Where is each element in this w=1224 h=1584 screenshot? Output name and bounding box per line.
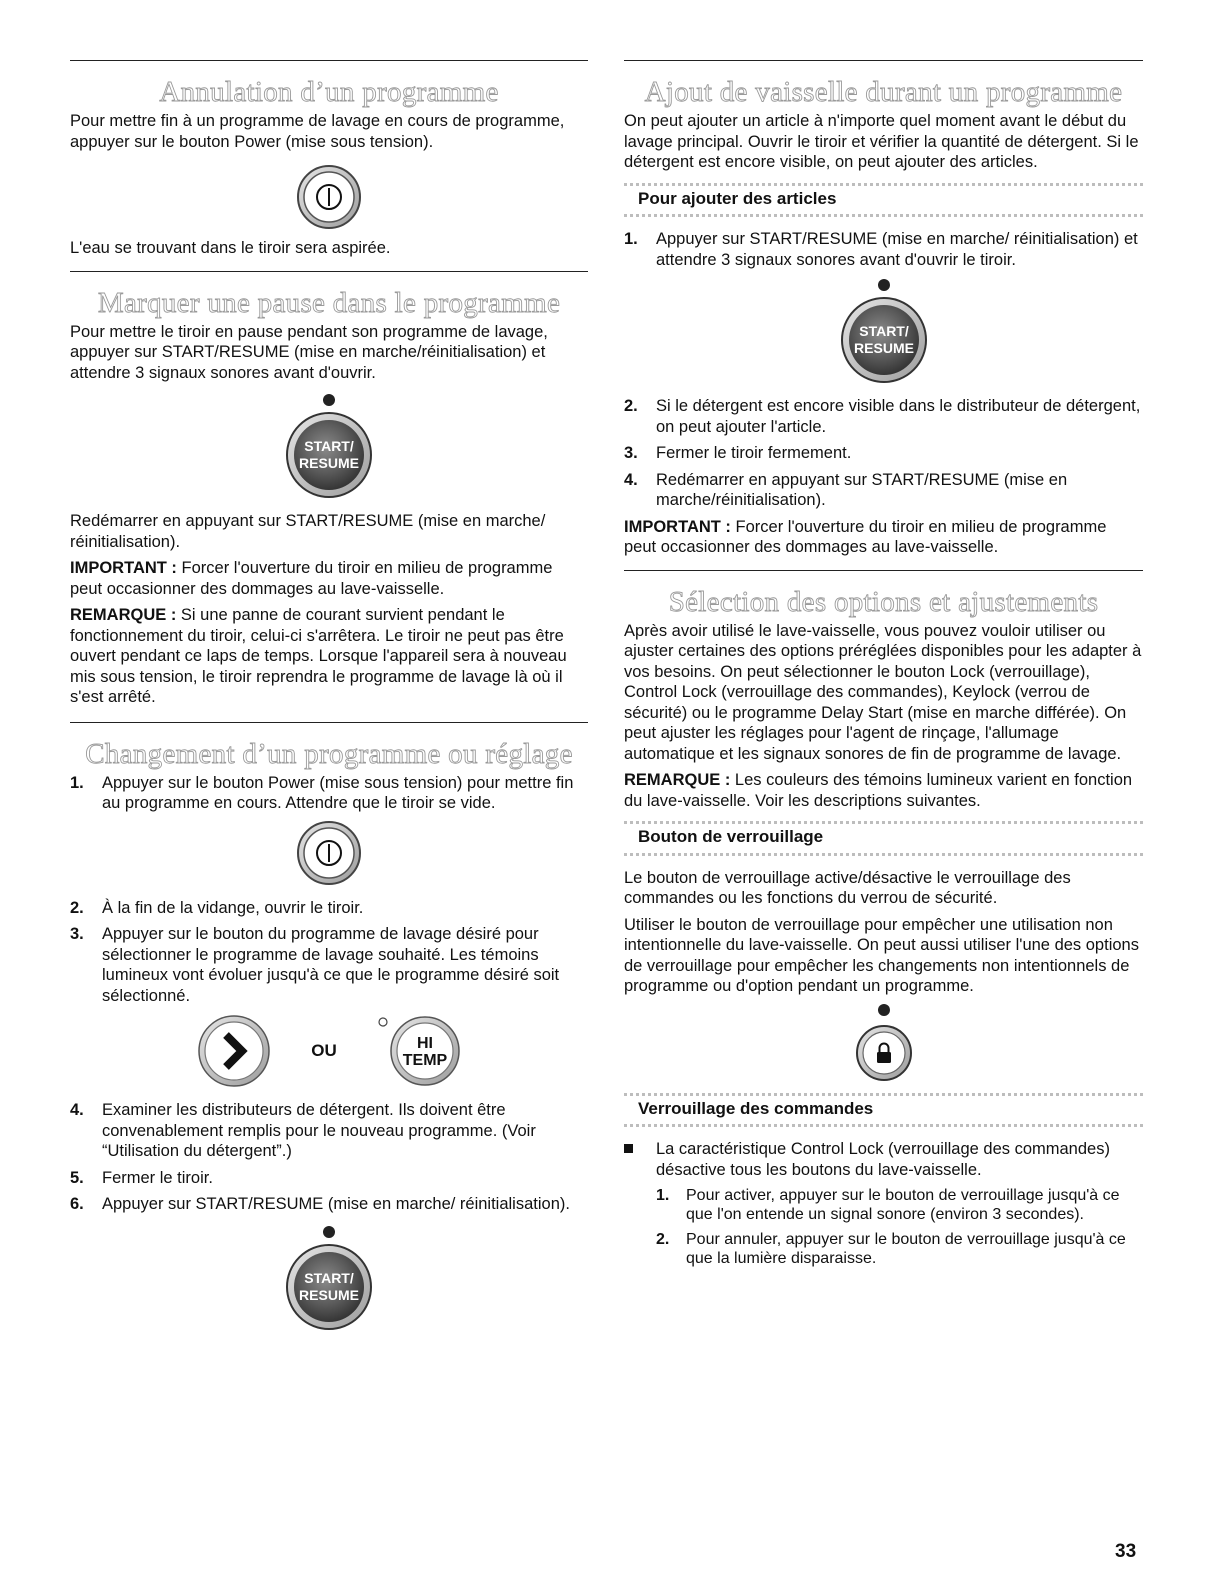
cycle-select-arrow-icon [197,1014,271,1088]
subsection-heading: Bouton de verrouillage [624,821,1143,856]
list-item: 1. Appuyer sur le bouton Power (mise sous tension) pour mettre fin au programme en cours. Attendre que le tiroir se vide. [70,773,574,812]
section-divider [70,722,588,723]
section-divider [624,570,1143,571]
list-item: 3. Appuyer sur le bouton du programme de lavage désiré pour sélectionner le programme de lavage souhaité. Les témoins lumineux vont évoluer jusqu'à ce que le programme désiré soit sélectionné. [70,925,560,1005]
list-item: 5. Fermer le tiroir. [70,1168,213,1187]
paragraph: Utiliser le bouton de verrouillage pour empêcher une utilisation non intentionnelle du lave-vaisselle. On peut aussi utiliser l'une des options de verrouillage pour empêcher les changements non intentionnels de programme ou d'option pendant un programme. [624,915,1139,995]
remarque-note: REMARQUE : Les couleurs des témoins lumineux varient en fonction du lave-vaisselle. Voir les descriptions suivantes. [624,771,1133,810]
svg-text:RESUME: RESUME [299,1286,359,1303]
svg-text:START/: START/ [304,438,354,454]
list-item: La caractéristique Control Lock (verrouillage des commandes) désactive tous les boutons du lave-vaisselle. [624,1139,1143,1180]
section-divider [70,60,588,61]
paragraph: Pour mettre le tiroir en pause pendant son programme de lavage, appuyer sur START/RESUME (mise en marche/réinitialisation) et attendre 3 signaux sonores avant d'ouvrir. [70,322,548,382]
paragraph: Redémarrer en appuyant sur START/RESUME (mise en marche/ réinitialisation). [70,512,546,551]
list-item: 2. Pour annuler, appuyer sur le bouton de verrouillage jusqu'à ce que la lumière disparaisse. [656,1231,1126,1267]
start-resume-button-icon [839,276,929,384]
list-item: 6. Appuyer sur START/RESUME (mise en marche/ réinitialisation). [70,1195,570,1213]
steps-list [70,773,588,814]
important-note: IMPORTANT : Forcer l'ouverture du tiroir en milieu de programme peut occasionner des dommages au lave-vaisselle. [70,559,553,598]
power-button-icon [296,164,362,230]
right-column [624,60,1143,1274]
list-item: 1. Appuyer sur START/RESUME (mise en marche/ réinitialisation) et attendre 3 signaux sonores avant d'ouvrir le tiroir. [624,230,1138,269]
list-item: 4. Redémarrer en appuyant sur START/RESUME (mise en marche/réinitialisation). [624,470,1068,509]
section-title-ajout: Ajout de vaisselle durant un programme [644,76,1123,108]
or-label: OU [311,1040,337,1060]
steps-list [70,898,588,1007]
power-button-icon [296,820,362,886]
bullet-square-icon [624,1144,633,1153]
subsection-heading: Verrouillage des commandes [624,1093,1143,1128]
icon-row [624,276,1143,384]
steps-list [656,1186,1143,1268]
list-item: 2. Si le détergent est encore visible dans le distributeur de détergent, on peut ajouter l'article. [624,397,1141,436]
bullet-list [624,1139,1143,1180]
paragraph: On peut ajouter un article à n'importe quel moment avant le début du lavage principal. Ouvrir le tiroir et vérifier la quantité de détergent. Si le détergent est encore visible, on peut ajouter des articles. [624,112,1139,171]
svg-text:RESUME: RESUME [299,455,359,471]
section-title-pause: Marquer une pause dans le programme [97,286,561,319]
lock-button-icon [854,1003,914,1083]
steps-list [70,1100,588,1215]
icon-row [70,391,588,499]
paragraph: Le bouton de verrouillage active/désactive le verrouillage des commandes ou les fonctions du verrou de sécurité. [624,868,1071,907]
section-title-annulation: Annulation d’un programme [159,76,499,108]
svg-text:START/: START/ [304,1269,354,1286]
section-divider [624,60,1143,61]
page-number: 33 [1115,1541,1137,1562]
remarque-note: REMARQUE : Si une panne de courant survient pendant le fonctionnement du tiroir, celui-ci s'arrêtera. Le tiroir ne peut pas être ouvert pendant ce laps de temps. Lorsque l'appareil sera à nouveau mis sous tension, le tiroir reprendra le programme de lavage là où il s'est arrêté. [70,606,567,706]
svg-text:RESUME: RESUME [853,340,914,356]
icon-row [70,164,588,230]
svg-text:START/: START/ [858,323,909,339]
paragraph: L'eau se trouvant dans le tiroir sera aspirée. [70,239,391,257]
svg-text:TEMP: TEMP [402,1052,447,1069]
important-note: IMPORTANT : Forcer l'ouverture du tiroir en milieu de programme peut occasionner des dommages au lave-vaisselle. [624,517,1107,556]
icon-row [70,1223,588,1331]
left-column [70,60,588,1331]
start-resume-button-icon [284,1223,374,1331]
paragraph: Après avoir utilisé le lave-vaisselle, vous pouvez vouloir utiliser ou ajuster certaines des options préréglées disponibles pour les adapter à vos besoins. On peut sélectionner le bouton Lock (verrouillage), Control Lock (verrouillage des commandes), Keylock (verrou de sécurité) ou le programme Delay Start (mise en marche différée). On peut ajuster les réglages pour l'agent de rinçage, l'allumage automatique et les signaux sonores de fin de programme de lavage. [624,621,1142,763]
svg-text:HI: HI [416,1035,433,1052]
icon-row [70,1014,588,1088]
section-title-changement: Changement d’un programme ou réglage [85,737,573,770]
subsection-heading: Pour ajouter des articles [624,183,1143,218]
list-item: 2. À la fin de la vidange, ouvrir le tiroir. [70,898,364,917]
icon-row [624,1003,1143,1083]
start-resume-button-icon [284,391,374,499]
steps-list [624,229,1143,270]
steps-list [624,396,1143,511]
list-item: 3. Fermer le tiroir fermement. [624,444,852,462]
hi-temp-button-icon [377,1014,461,1088]
section-title-selection: Sélection des options et ajustements [668,585,1099,618]
list-item: 4. Examiner les distributeurs de détergent. Ils doivent être convenablement remplis pour le nouveau programme. (Voir “Utilisation du détergent”.) [70,1101,536,1160]
paragraph: Pour mettre fin à un programme de lavage en cours de programme, appuyer sur le bouton Power (mise sous tension). [70,112,565,151]
list-item: 1. Pour activer, appuyer sur le bouton de verrouillage jusqu'à ce que l'on entende un signal sonore (environ 3 secondes). [656,1187,1120,1223]
section-divider [70,271,588,272]
icon-row [70,820,588,886]
